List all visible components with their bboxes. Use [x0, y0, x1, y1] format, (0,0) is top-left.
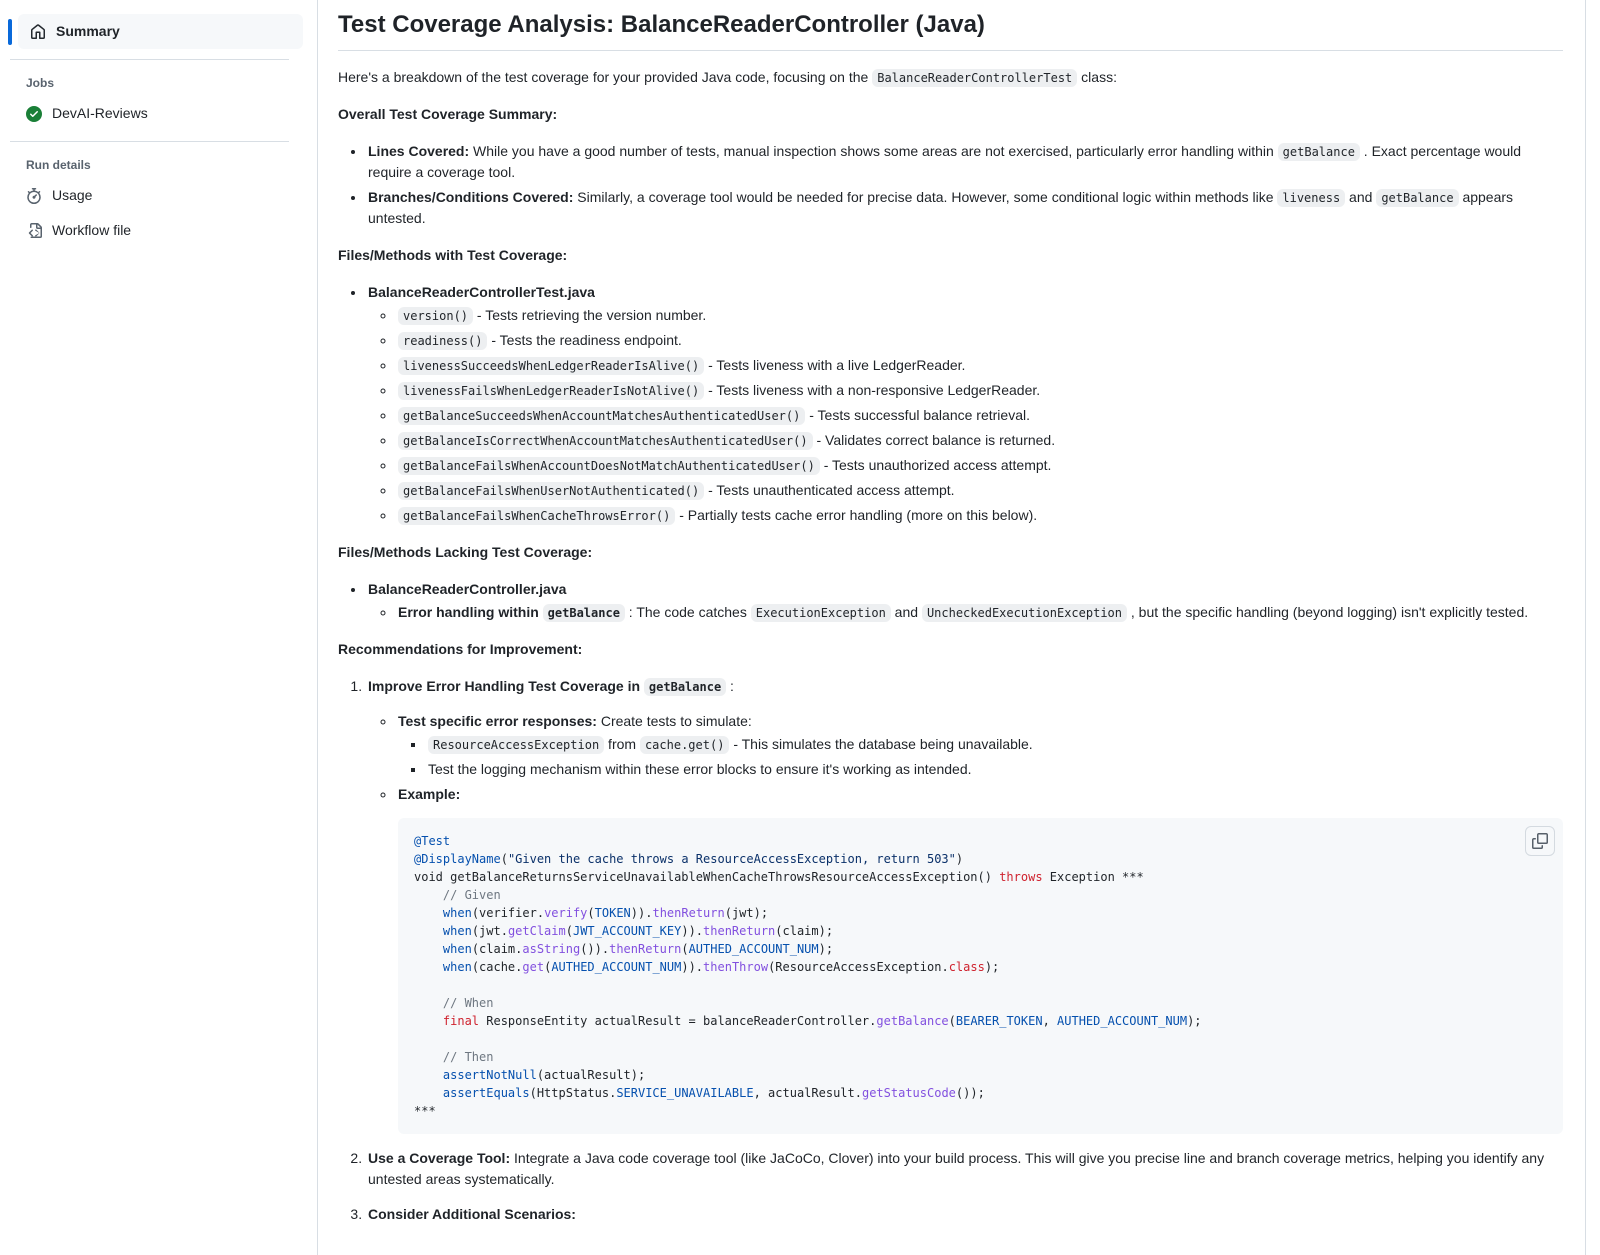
- paragraph: [338, 639, 1563, 660]
- text: Similarly, a coverage tool would be needed for precise data. However, some conditional logic within methods like: [573, 189, 1278, 205]
- sidebar-item-usage[interactable]: [0, 178, 317, 213]
- code-token: [414, 906, 443, 920]
- code-token: );: [818, 942, 834, 956]
- inline-code: cache.get(): [640, 736, 729, 754]
- code-token: @DisplayName: [414, 852, 501, 866]
- code-token: )).: [681, 960, 704, 974]
- text: : The code catches: [624, 604, 751, 620]
- code-token: void getBalanceReturnsServiceUnavailableWhenCacheThrowsResourceAccessException(): [414, 870, 1000, 884]
- run-details-section-label: Run details: [26, 158, 91, 172]
- code-token: [414, 942, 443, 956]
- inline-code: readiness(): [398, 332, 487, 350]
- code-token: thenThrow: [703, 960, 769, 974]
- code-token: ,: [1042, 1014, 1058, 1028]
- job-name: DevAI-Reviews: [52, 105, 148, 121]
- inline-code: getBalanceSucceedsWhenAccountMatchesAuthenticatedUser(): [398, 407, 805, 425]
- list-item: [366, 187, 1563, 229]
- list-item: [396, 480, 1563, 501]
- code-token: getBalance: [876, 1014, 949, 1028]
- jobs-section-label: Jobs: [26, 76, 55, 90]
- text: - Tests unauthorized access attempt.: [819, 457, 1052, 473]
- code-token: Exception ***: [1042, 870, 1144, 884]
- bold-text: Error handling within: [398, 604, 543, 620]
- code-token: TOKEN: [594, 906, 631, 920]
- text: - Tests retrieving the version number.: [473, 307, 707, 323]
- bold-text: Branches/Conditions Covered:: [368, 189, 574, 205]
- sidebar-item-job-devai-reviews[interactable]: [0, 96, 317, 131]
- code-token: when: [442, 924, 472, 938]
- inline-code: ResourceAccessException: [428, 736, 604, 754]
- list-item: [426, 759, 1563, 780]
- code-token: );: [1187, 1014, 1202, 1028]
- code-token: (cache.: [471, 960, 523, 974]
- code-token: )).: [681, 924, 704, 938]
- code-token: (: [681, 942, 689, 956]
- page-title: Test Coverage Analysis: BalanceReaderController (Java): [338, 10, 1563, 51]
- text: - Validates correct balance is returned.: [812, 432, 1056, 448]
- code-token: ***: [414, 1104, 436, 1118]
- bold-text: Files/Methods Lacking Test Coverage:: [338, 544, 593, 560]
- code-token: get: [522, 960, 545, 974]
- code-token: (jwt.: [471, 924, 508, 938]
- code-token: getStatusCode: [861, 1086, 956, 1100]
- text: - Tests liveness with a live LedgerReader.: [704, 357, 966, 373]
- text: and: [890, 604, 922, 620]
- code-token: thenReturn: [609, 942, 682, 956]
- text: - This simulates the database being unavailable.: [729, 736, 1033, 752]
- stopwatch-icon: [26, 188, 42, 204]
- code-token: assertEquals: [442, 1086, 530, 1100]
- code-token: verify: [544, 906, 588, 920]
- code-token: AUTHED_ACCOUNT_NUM: [1057, 1014, 1188, 1028]
- text: and: [1345, 189, 1377, 205]
- text: - Tests successful balance retrieval.: [805, 407, 1030, 423]
- code-token: ()).: [580, 942, 610, 956]
- code-token: thenReturn: [703, 924, 776, 938]
- file-code-icon: [26, 223, 42, 239]
- inline-code: UncheckedExecutionException: [922, 604, 1127, 622]
- code-content: [398, 818, 1563, 1134]
- inline-code: getBalanceFailsWhenUserNotAuthenticated(): [398, 482, 704, 500]
- code-token: (jwt);: [724, 906, 769, 920]
- inline-code: version(): [398, 307, 473, 325]
- code-token: ());: [955, 1086, 985, 1100]
- text: Create tests to simulate:: [596, 713, 752, 729]
- code-token: when: [442, 960, 472, 974]
- bold-text: BalanceReaderControllerTest.java: [368, 284, 595, 300]
- code-token: );: [984, 960, 1000, 974]
- code-token: [414, 1014, 443, 1028]
- list-item: [396, 405, 1563, 426]
- code-token: (: [948, 1014, 956, 1028]
- inline-code: livenessSucceedsWhenLedgerReaderIsAlive(): [398, 357, 704, 375]
- text: - Partially tests cache error handling (more on this below).: [675, 507, 1038, 523]
- bold-text: Consider Additional Scenarios:: [368, 1206, 576, 1222]
- inline-code: getBalanceIsCorrectWhenAccountMatchesAuthenticatedUser(): [398, 432, 813, 450]
- code-token: JWT_ACCOUNT_KEY: [572, 924, 682, 938]
- list-item: [366, 282, 1563, 526]
- bullet-list: [368, 305, 1563, 526]
- usage-label: Usage: [52, 187, 93, 203]
- main-content: [318, 0, 1586, 1255]
- inline-code: getBalanceFailsWhenCacheThrowsError(): [398, 507, 675, 525]
- code-token: when: [442, 942, 472, 956]
- text: class:: [1077, 69, 1117, 85]
- inline-code: livenessFailsWhenLedgerReaderIsNotAlive(): [398, 382, 704, 400]
- list-item: [396, 380, 1563, 401]
- list-item: [396, 602, 1563, 623]
- code-token: AUTHED_ACCOUNT_NUM: [551, 960, 682, 974]
- code-token: SERVICE_UNAVAILABLE: [616, 1086, 754, 1100]
- code-token: ): [955, 852, 964, 866]
- inline-code: getBalance: [543, 604, 625, 622]
- code-token: (claim.: [471, 942, 523, 956]
- copy-code-button[interactable]: [1525, 826, 1555, 856]
- code-token: throws: [999, 870, 1043, 884]
- code-token: [414, 1068, 443, 1082]
- bullet-list: [368, 711, 1563, 1134]
- list-item: [396, 430, 1563, 451]
- bold-text: Use a Coverage Tool:: [368, 1150, 511, 1166]
- list-item: [366, 141, 1563, 183]
- inline-code: getBalance: [1376, 189, 1458, 207]
- paragraph: [338, 67, 1563, 88]
- code-token: "Given the cache throws a ResourceAccessException, return 503": [507, 852, 956, 866]
- code-token: class: [948, 960, 985, 974]
- sidebar-divider: [10, 141, 289, 142]
- text: :: [726, 678, 734, 694]
- sidebar-item-summary[interactable]: [8, 14, 303, 49]
- code-token: (: [587, 906, 595, 920]
- bold-text: Overall Test Coverage Summary:: [338, 106, 558, 122]
- copy-icon: [1532, 833, 1548, 849]
- code-token: ResponseEntity actualResult = balanceReaderController.: [479, 1014, 877, 1028]
- bullet-list: [368, 602, 1563, 623]
- code-token: thenReturn: [652, 906, 725, 920]
- code-token: )).: [630, 906, 653, 920]
- code-token: // When: [414, 996, 494, 1010]
- text: - Tests liveness with a non-responsive LedgerReader.: [704, 382, 1041, 398]
- bold-text: Recommendations for Improvement:: [338, 641, 583, 657]
- text: - Tests unauthenticated access attempt.: [704, 482, 955, 498]
- code-token: (verifier.: [471, 906, 545, 920]
- list-item: [426, 734, 1563, 755]
- code-block: [398, 818, 1563, 1134]
- ordered-list: [338, 676, 1563, 1225]
- list-item: [396, 711, 1563, 780]
- code-token: getClaim: [507, 924, 566, 938]
- code-token: BEARER_TOKEN: [955, 1014, 1043, 1028]
- sidebar-divider: [10, 59, 289, 60]
- list-item: [396, 355, 1563, 376]
- paragraph: [338, 245, 1563, 266]
- code-token: [414, 1086, 443, 1100]
- code-token: // Then: [414, 1050, 494, 1064]
- text: Test the logging mechanism within these error blocks to ensure it's working as intended.: [428, 761, 972, 777]
- list-item: [396, 784, 1563, 1134]
- code-token: (: [500, 852, 508, 866]
- code-token: (actualResult);: [536, 1068, 646, 1082]
- text: appears untested.: [368, 189, 1514, 226]
- list-item: [396, 305, 1563, 326]
- text: While you have a good number of tests, manual inspection shows some areas are not exercised, particularly error handling within: [469, 143, 1278, 159]
- text: , but the specific handling (beyond logging) isn't explicitly tested.: [1127, 604, 1529, 620]
- inline-code: BalanceReaderControllerTest: [872, 69, 1077, 87]
- code-token: final: [442, 1014, 480, 1028]
- workflow-file-label: Workflow file: [52, 222, 132, 238]
- bold-text: Improve Error Handling Test Coverage in: [368, 678, 644, 694]
- list-item: [366, 676, 1563, 1134]
- bullet-list: [338, 282, 1563, 526]
- summary-label: Summary: [56, 23, 120, 39]
- bullet-list: [338, 579, 1563, 623]
- bold-text: BalanceReaderController.java: [368, 581, 567, 597]
- inline-code: ExecutionException: [751, 604, 891, 622]
- code-token: @Test: [414, 834, 451, 848]
- text: - Tests the readiness endpoint.: [487, 332, 682, 348]
- code-token: [414, 924, 443, 938]
- text: . Exact percentage would require a coverage tool.: [368, 143, 1522, 180]
- inline-code: getBalance: [1278, 143, 1360, 161]
- bold-text: Files/Methods with Test Coverage:: [338, 247, 568, 263]
- text: from: [604, 736, 640, 752]
- bullet-list: [338, 141, 1563, 229]
- text: Integrate a Java code coverage tool (like JaCoCo, Clover) into your build process. This will give you precise line and branch coverage metrics, helping you identify any untested areas systematically.: [368, 1150, 1545, 1187]
- list-item: [396, 505, 1563, 526]
- paragraph: [338, 542, 1563, 563]
- paragraph: [338, 104, 1563, 125]
- inline-code: liveness: [1277, 189, 1345, 207]
- list-item: [366, 579, 1563, 623]
- code-token: (claim);: [775, 924, 834, 938]
- markdown-body: [338, 10, 1563, 1225]
- bullet-list: [398, 734, 1563, 780]
- code-token: when: [442, 906, 472, 920]
- text: Here's a breakdown of the test coverage for your provided Java code, focusing on the: [338, 69, 873, 85]
- code-token: (: [565, 924, 573, 938]
- bold-text: Example:: [398, 786, 461, 802]
- inline-code: getBalance: [644, 678, 726, 696]
- code-token: // Given: [414, 888, 501, 902]
- code-token: (: [544, 960, 552, 974]
- code-token: [414, 960, 443, 974]
- list-item: [396, 455, 1563, 476]
- list-item: [366, 1148, 1563, 1190]
- list-item: [396, 330, 1563, 351]
- sidebar-item-workflow-file[interactable]: [0, 213, 317, 248]
- code-token: , actualResult.: [753, 1086, 862, 1100]
- sidebar: [0, 0, 318, 1255]
- home-icon: [30, 24, 46, 40]
- code-token: (ResourceAccessException.: [768, 960, 949, 974]
- list-item: [366, 1204, 1563, 1225]
- inline-code: getBalanceFailsWhenAccountDoesNotMatchAuthenticatedUser(): [398, 457, 820, 475]
- bold-text: Test specific error responses:: [398, 713, 597, 729]
- code-token: assertNotNull: [442, 1068, 537, 1082]
- code-token: (HttpStatus.: [529, 1086, 617, 1100]
- check-circle-icon: [26, 106, 42, 122]
- bold-text: Lines Covered:: [368, 143, 470, 159]
- active-indicator: [8, 19, 12, 45]
- code-token: asString: [522, 942, 581, 956]
- code-token: AUTHED_ACCOUNT_NUM: [688, 942, 819, 956]
